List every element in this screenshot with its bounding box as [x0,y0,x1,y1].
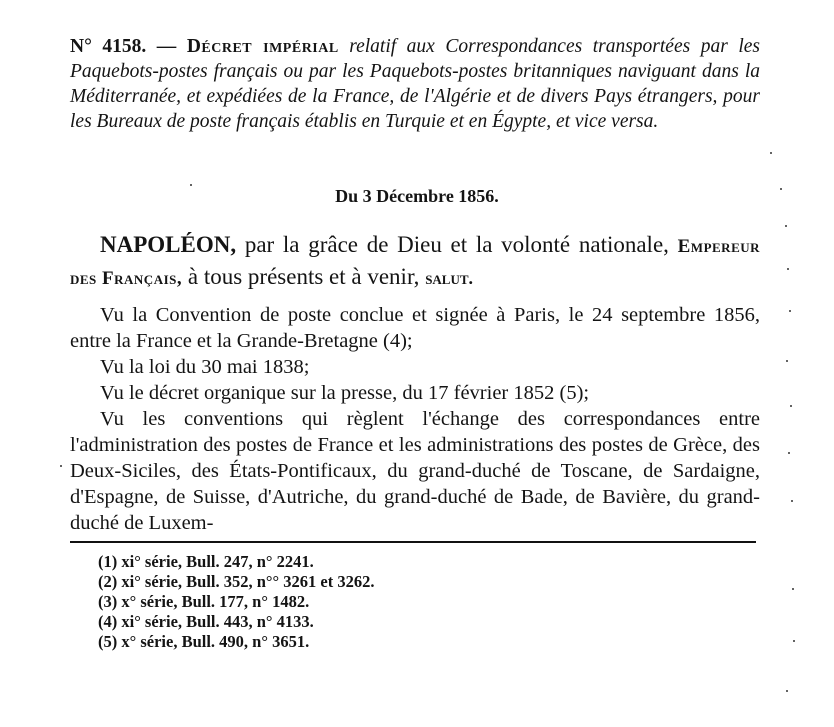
decree-heading [70,34,760,134]
intro-salut: salut. [425,268,474,288]
intro-paragraph [70,230,760,294]
intro-text: par la grâce de Dieu et la volonté nationale, [244,232,669,257]
paragraph-decret: Vu le décret organique sur la presse, du 17 février 1852 (5); [100,382,590,404]
footnote-2: (2) xi° série, Bull. 352, n°° 3261 et 3262. [98,572,375,591]
decree-label: Décret impérial [186,36,339,57]
footnotes [98,552,374,652]
footnote-1: (1) xi° série, Bull. 247, n° 2241. [98,552,314,571]
intro-greeting: à tous présents et à venir, [187,264,420,289]
footnote-5: (5) x° série, Bull. 490, n° 3651. [98,632,310,651]
decree-number: N° 4158. — [70,36,177,57]
decree-body [70,230,760,536]
footnote-divider [70,541,756,543]
emperor-name: NAPOLÉON, [100,232,237,257]
emperor-title: Empereur des Français, [70,236,761,289]
paragraph-convention: Vu la Convention de poste conclue et signée à Paris, le 24 septembre 1856, entre la France et la Grande-Bretagne (4); [70,304,760,352]
paragraph-conventions: Vu les conventions qui règlent l'échange des correspondances entre l'administration des postes de France et les administrations des postes de Grèce, des Deux-Siciles, des États-Pontificaux, du grand-duché de Toscane, de Sardaigne, d'Espagne, de Suisse, d'Autriche, du grand-duché de Bade, de Bavière, du grand-duché de Luxem- [70,408,760,534]
footnote-4: (4) xi° série, Bull. 443, n° 4133. [98,612,314,631]
paragraph-loi: Vu la loi du 30 mai 1838; [100,356,310,378]
decree-date: Du 3 Décembre 1856. [335,186,499,206]
decree-title: relatif aux Correspondances transportées par les Paquebots-postes français ou par les Paquebots-postes britanniques naviguant dans la Méditerranée, et expédiées de la France, de l'Algérie et de divers Pays étrangers, pour les Bureaux de poste français établis en Turquie et en Égypte, et vice versa. [70,36,760,132]
footnote-3: (3) x° série, Bull. 177, n° 1482. [98,592,310,611]
